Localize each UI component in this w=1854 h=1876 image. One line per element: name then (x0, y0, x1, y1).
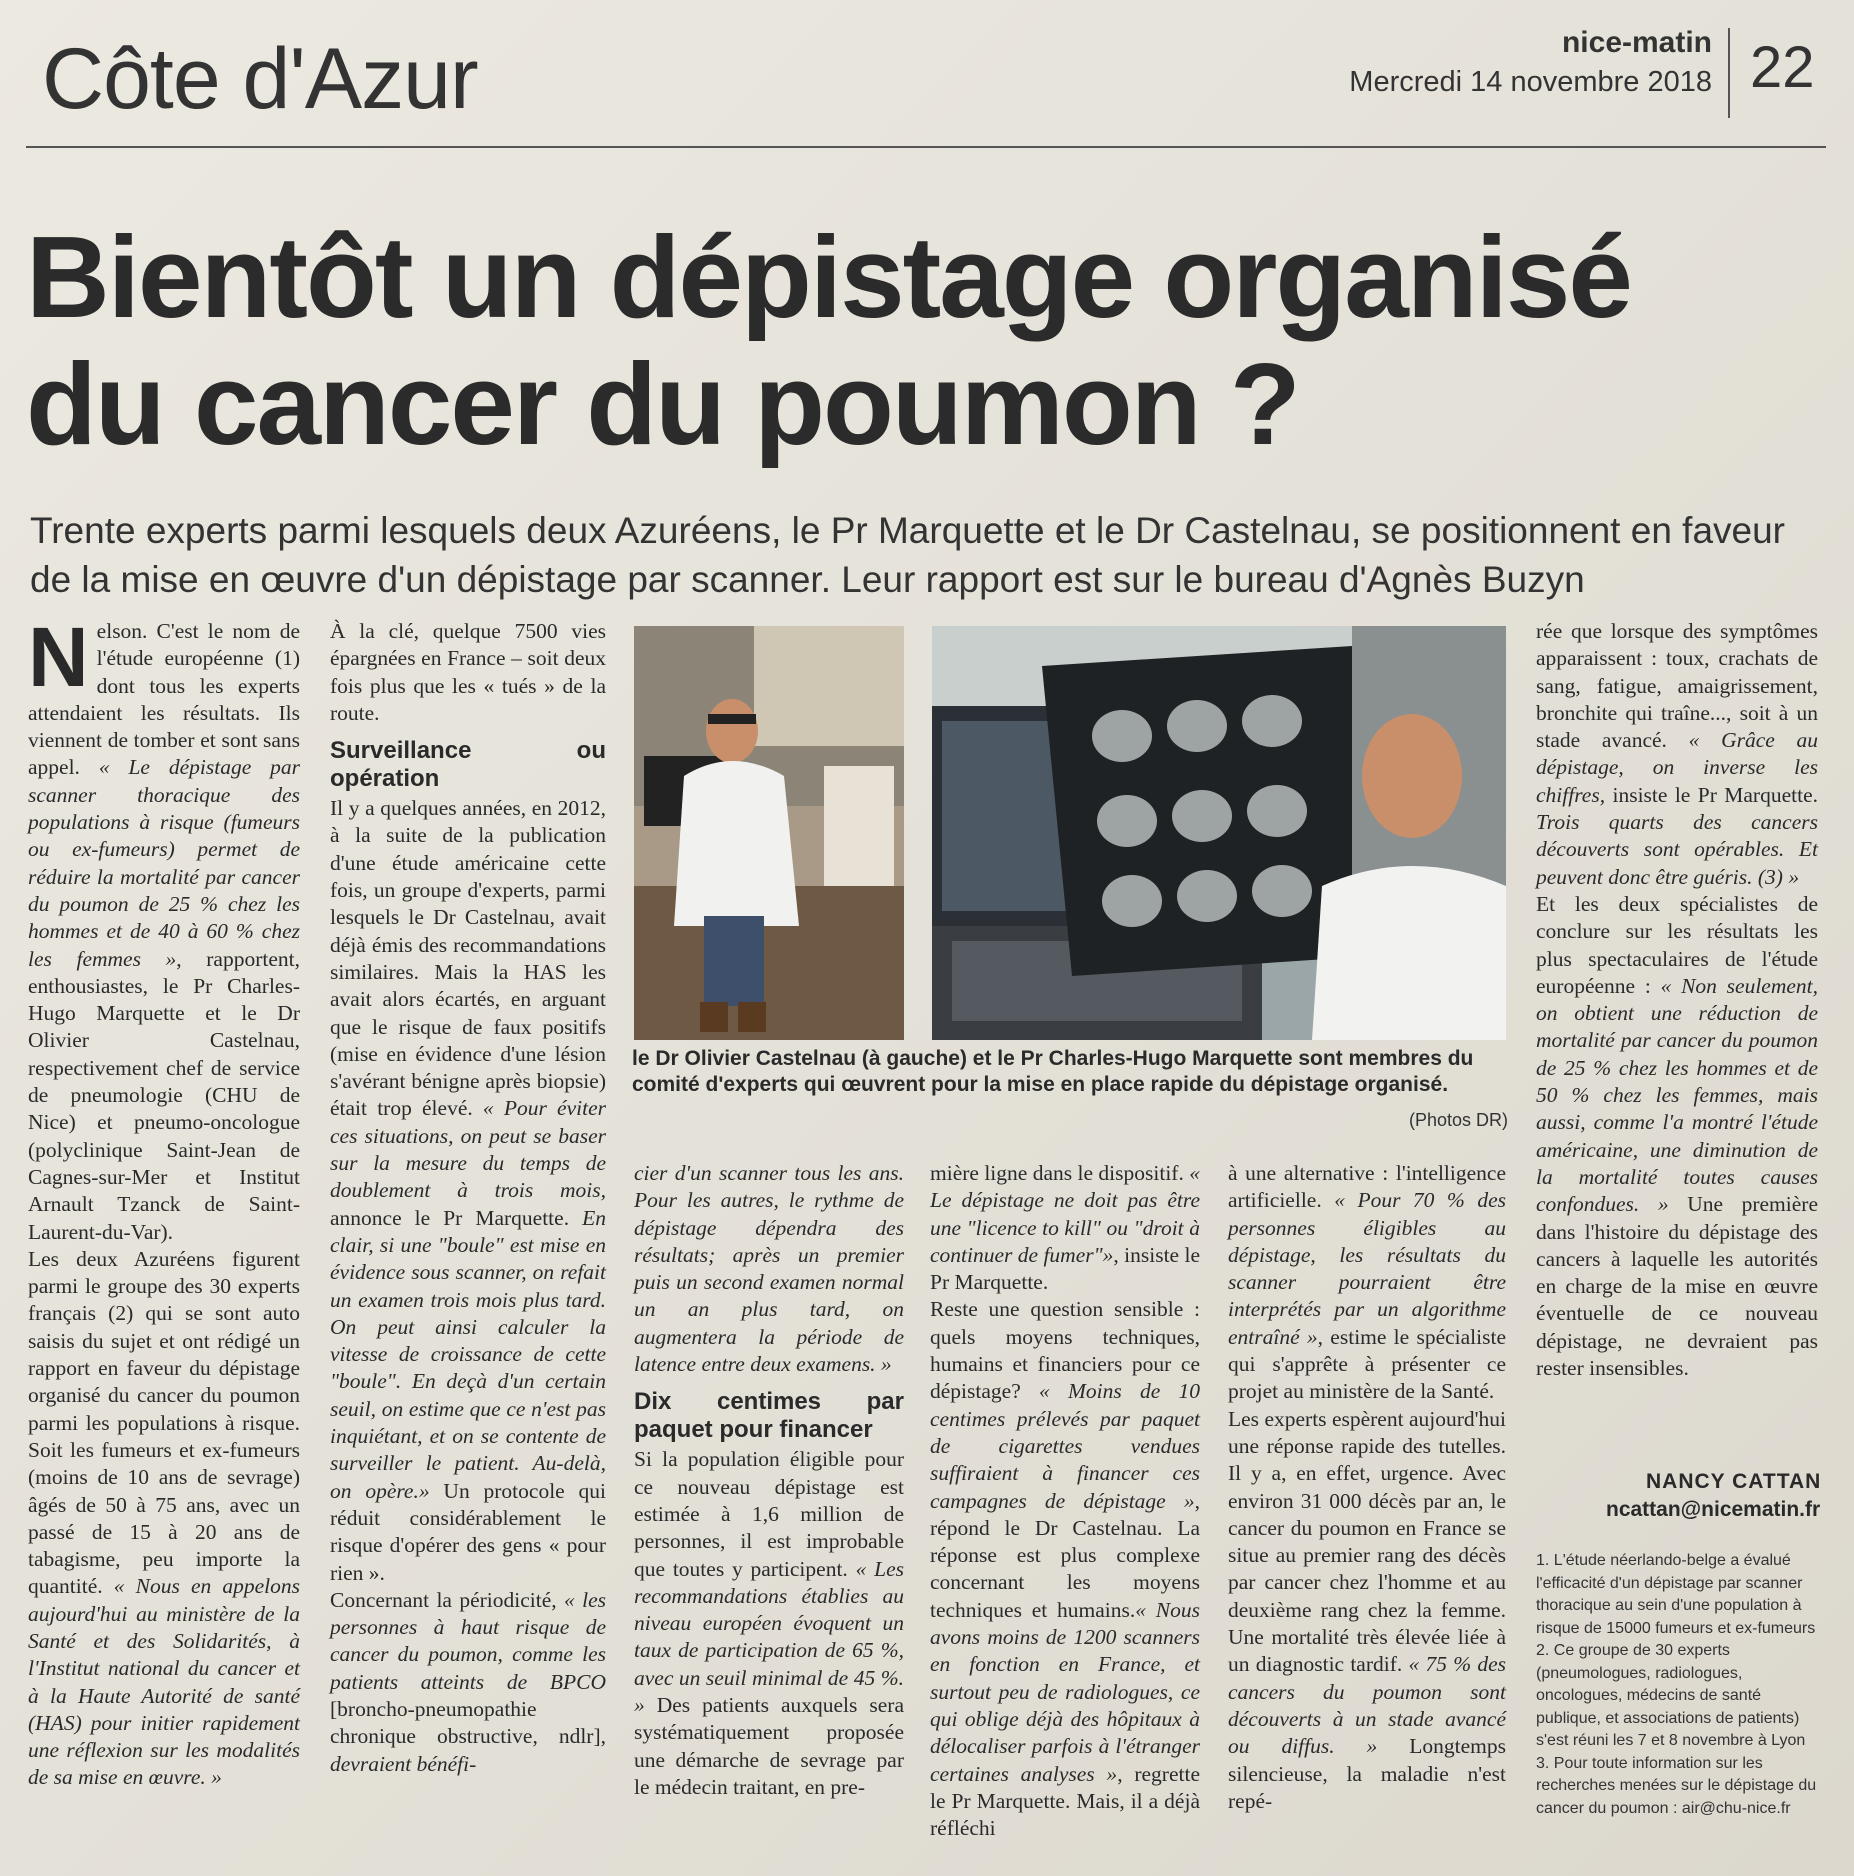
article-column-3 (634, 1160, 904, 1801)
publication-date: Mercredi 14 novembre 2018 (1349, 66, 1712, 98)
paragraph (930, 1296, 1200, 1842)
quote: « Grâce au dépistage, on inverse les chiffres, (1536, 728, 1818, 807)
text: [broncho-pneumopathie chronique obstructive, ndlr], (330, 1696, 606, 1749)
text: Longtemps silencieuse, la maladie n'est repé- (1228, 1734, 1506, 1813)
text: elson. C'est le nom de l'étude européenne (1) dont tous les experts attendaient les résultats. Ils viennent de tomber et sont sans appel. (28, 619, 300, 780)
author-byline: NANCY CATTAN (1646, 1470, 1822, 1493)
paragraph (1228, 1160, 1506, 1406)
header-divider (1728, 28, 1730, 118)
article-column-5 (1228, 1160, 1506, 1815)
text: rée que lorsque des symptômes apparaissent : toux, crachats de sang, fatigue, amaigrissement, bronchite qui traîne..., soit à un stade avancé. (1536, 619, 1818, 753)
text: mière ligne dans le dispositif. (930, 1161, 1190, 1185)
quote: devraient bénéfi- (330, 1751, 477, 1776)
section-title: Côte d'Azur (42, 31, 478, 127)
quote: cier d'un scanner tous les ans. Pour les autres, le rythme de dépistage dépendra des résultats; après un premier puis un second examen normal un an plus tard, on augmentera la période de latence entre deux examens. » (634, 1161, 904, 1377)
paragraph: À la clé, quelque 7500 vies épargnées en France – soit deux fois plus que les « tués » de la route. (330, 619, 606, 725)
article-column-4 (930, 1160, 1200, 1842)
quote: « Les recommandations établies au niveau européen évoquent un taux de participation de 65 %, avec un seuil minimal de 45 %. » (634, 1556, 904, 1718)
text: , répond le Dr Castelnau. La réponse est plus complexe concernant les moyens techniques et humains. (930, 1488, 1200, 1622)
newspaper-name: nice-matin (1561, 26, 1712, 59)
text: , insiste le Pr Marquette. (930, 1242, 1200, 1295)
photo-credit: (Photos DR) (1408, 1110, 1508, 1130)
photo-caption: le Dr Olivier Castelnau (à gauche) et le Pr Charles-Hugo Marquette sont membres du comité d'experts qui œuvrent pour la mise en place rapide du dépistage organisé. (632, 1047, 1474, 1096)
article-column-1 (28, 610, 300, 1792)
text: Des patients auxquels sera systématiquement proposée une démarche de sevrage par le médecin traitant, en pre- (634, 1693, 904, 1799)
quote: « les personnes à haut risque de cancer du poumon, comme les patients atteints de BPCO (330, 1587, 606, 1694)
photo-castelnau-image (634, 626, 904, 1040)
header-rule (26, 146, 1826, 148)
quote: « Moins de 10 centimes prélevés par paquet de cigarettes vendues suffiraient à financer ces campagnes de dépistage » (930, 1379, 1200, 1513)
paragraph (1536, 618, 1818, 891)
headline-line-2: du cancer du poumon ? (26, 339, 1299, 469)
article-column-2 (330, 618, 606, 1778)
page-number: 22 (1750, 35, 1815, 100)
quote: « Nous en appelons aujourd'hui au ministère de la Santé et des Solidarités, à l'Institut national du cancer et à la Haute Autorité de santé (HAS) pour initier rapidement une réflexion sur les modalités de sa mise en œuvre. » (28, 1574, 300, 1790)
text: Reste une question sensible : quels moyens techniques, humains et financiers pour ce dépistage? (930, 1297, 1200, 1404)
text: Concernant la périodicité, (330, 1587, 564, 1612)
paragraph (634, 1446, 904, 1801)
photo-marquette (932, 626, 1506, 1040)
quote: « 75 % des cancers du poumon sont découverts à un stade avancé ou diffus. » (1228, 1652, 1506, 1759)
photo-castelnau (634, 626, 904, 1040)
paragraph (28, 610, 300, 1246)
footnotes (1536, 1550, 1826, 1820)
text: insiste le Pr Marquette. (1605, 782, 1818, 807)
text: , estime le spécialiste qui s'apprête à présenter ce projet au ministère de la Santé. (1228, 1324, 1507, 1404)
text: Si la population éligible pour ce nouveau dépistage est estimée à 1,6 million de personnes, il est improbable que toutes y participent. (634, 1447, 904, 1581)
quote: « Pour 70 % des personnes éligibles au dépistage, les résultats du scanner pourraient être interprétés par un algorithme entraîné » (1228, 1188, 1506, 1349)
paragraph (1228, 1406, 1506, 1815)
author-email: ncattan@nicematin.fr (1606, 1498, 1821, 1521)
quote: « Pour éviter ces situations, on peut se baser sur la mesure du temps de doublement à trois mois, (330, 1096, 606, 1203)
subheading: Surveillance ou opération (330, 737, 606, 793)
paragraph (1536, 891, 1818, 1382)
text: , rapportent, enthousiastes, le Pr Charles-Hugo Marquette et le Dr Olivier Castelnau, respectivement chef de service de pneumologie (CHU de Nice) et pneumo-oncologue (polyclinique Saint-Jean de Cagnes-sur-Mer et Institut Arnault Tzanck de Saint-Laurent-du-Var). (28, 946, 300, 1244)
text: , regrette le Pr Marquette. Mais, il a déjà réfléchi (930, 1761, 1200, 1841)
drop-cap: N (28, 610, 89, 704)
headline (26, 214, 1826, 468)
paragraph (330, 1587, 606, 1778)
quote: « Le dépistage par scanner thoracique des populations à risque (fumeurs ou ex-fumeurs) permet de réduire la mortalité par cancer du poumon de 25 % chez les hommes et de 40 à 60 % chez les femmes » (28, 755, 300, 971)
text: Les experts espèrent aujourd'hui une réponse rapide des tutelles. Il y a, en effet, urgence. Avec environ 31 000 décès par an, le cancer du poumon en France se situe au premier rang des décès par cancer chez l'homme et au deuxième rang chez la femme. Une mortalité très élevée liée à un diagnostic tardif. (1228, 1406, 1506, 1677)
quote: En clair, si une "boule" est mise en évidence sous scanner, on refait un examen trois mois plus tard. On peut ainsi calculer la vitesse de croissance de cette "boule". En deçà d'un certain seuil, on estime que ce n'est pas inquiétant, et on se contente de surveiller le patient. Au-delà, on opère.» (330, 1205, 606, 1503)
footnote: 3. Pour toute information sur les recherches menées sur le dépistage du cancer du poumon : air@chu-nice.fr (1536, 1754, 1817, 1817)
article-column-6 (1536, 618, 1818, 1382)
text: Et les deux spécialistes de conclure sur les résultats les plus spectaculaires de l'étude européenne : (1536, 891, 1818, 998)
text: annonce le Pr Marquette. (330, 1205, 583, 1230)
text: à une alternative : l'intelligence artificielle. (1228, 1161, 1506, 1213)
paragraph (28, 1246, 300, 1792)
subheading: Dix centimes par paquet pour financer (634, 1388, 904, 1444)
headline-line-1: Bientôt un dépistage organisé (26, 212, 1631, 342)
quote: « Non seulement, on obtient une réduction de mortalité par cancer du poumon de 25 % chez les hommes et de 50 % chez les femmes, mais aussi, comme l'a montré l'étude américaine, une diminution de la mortalité toutes causes confondues. » (1536, 973, 1818, 1217)
text: Une première dans l'histoire du dépistage des cancers à laquelle les autorités en charge de la mise en œuvre éventuelle de ce nouveau dépistage, ne devraient pas rester insensibles. (1536, 1192, 1818, 1381)
footnote: 2. Ce groupe de 30 experts (pneumologues, radiologues, oncologues, médecins de santé publique, et associations de patients) s'est réuni les 7 et 8 novembre à Lyon (1536, 1642, 1806, 1749)
photo-marquette-image (932, 626, 1506, 1040)
paragraph (330, 795, 606, 1587)
text: Un protocole qui réduit considérablement le risque d'opérer des gens « pour rien ». (330, 1478, 607, 1585)
text: Il y a quelques années, en 2012, à la suite de la publication d'une étude américaine cette fois, un groupe d'experts, parmi lesquels le Dr Castelnau, avait déjà émis des recommandations similaires. Mais la HAS les avait alors écartés, en arguant que le risque de faux positifs (mise en évidence d'une lésion s'avérant bénigne après biopsie) était trop élevé. (330, 796, 606, 1121)
quote: « Nous avons moins de 1200 scanners en fonction en France, et surtout peu de radiologues, ce qui oblige déjà des hôpitaux à délocaliser parfois à l'étranger certaines analyses » (930, 1597, 1200, 1786)
paragraph (930, 1160, 1200, 1296)
quote: Trois quarts des cancers découverts sont opérables. Et peuvent donc être guéris. (3) » (1536, 810, 1818, 889)
quote: « Le dépistage ne doit pas être une "licence to kill" ou "droit à continuer de fumer"» (930, 1161, 1200, 1267)
text: Les deux Azuréens figurent parmi le groupe des 30 experts français (2) qui se sont auto saisis du sujet et ont rédigé un rapport en faveur du dépistage organisé du cancer du poumon parmi les populations à risque. Soit les fumeurs et ex-fumeurs (moins de 10 ans de sevrage) âgés de 50 à 75 ans, avec un passé de 15 à 20 ans de tabagisme, peu importe la quantité. (28, 1246, 300, 1599)
footnote: 1. L'étude néerlando-belge a évalué l'efficacité d'un dépistage par scanner thoracique au sein d'une population à risque de 15000 fumeurs et ex-fumeurs (1536, 1552, 1816, 1637)
article-deck: Trente experts parmi lesquels deux Azuréens, le Pr Marquette et le Dr Castelnau, se positionnent en faveur de la mise en œuvre d'un dépistage par scanner. Leur rapport est sur le bureau d'Agnès Buzyn (30, 510, 1786, 600)
